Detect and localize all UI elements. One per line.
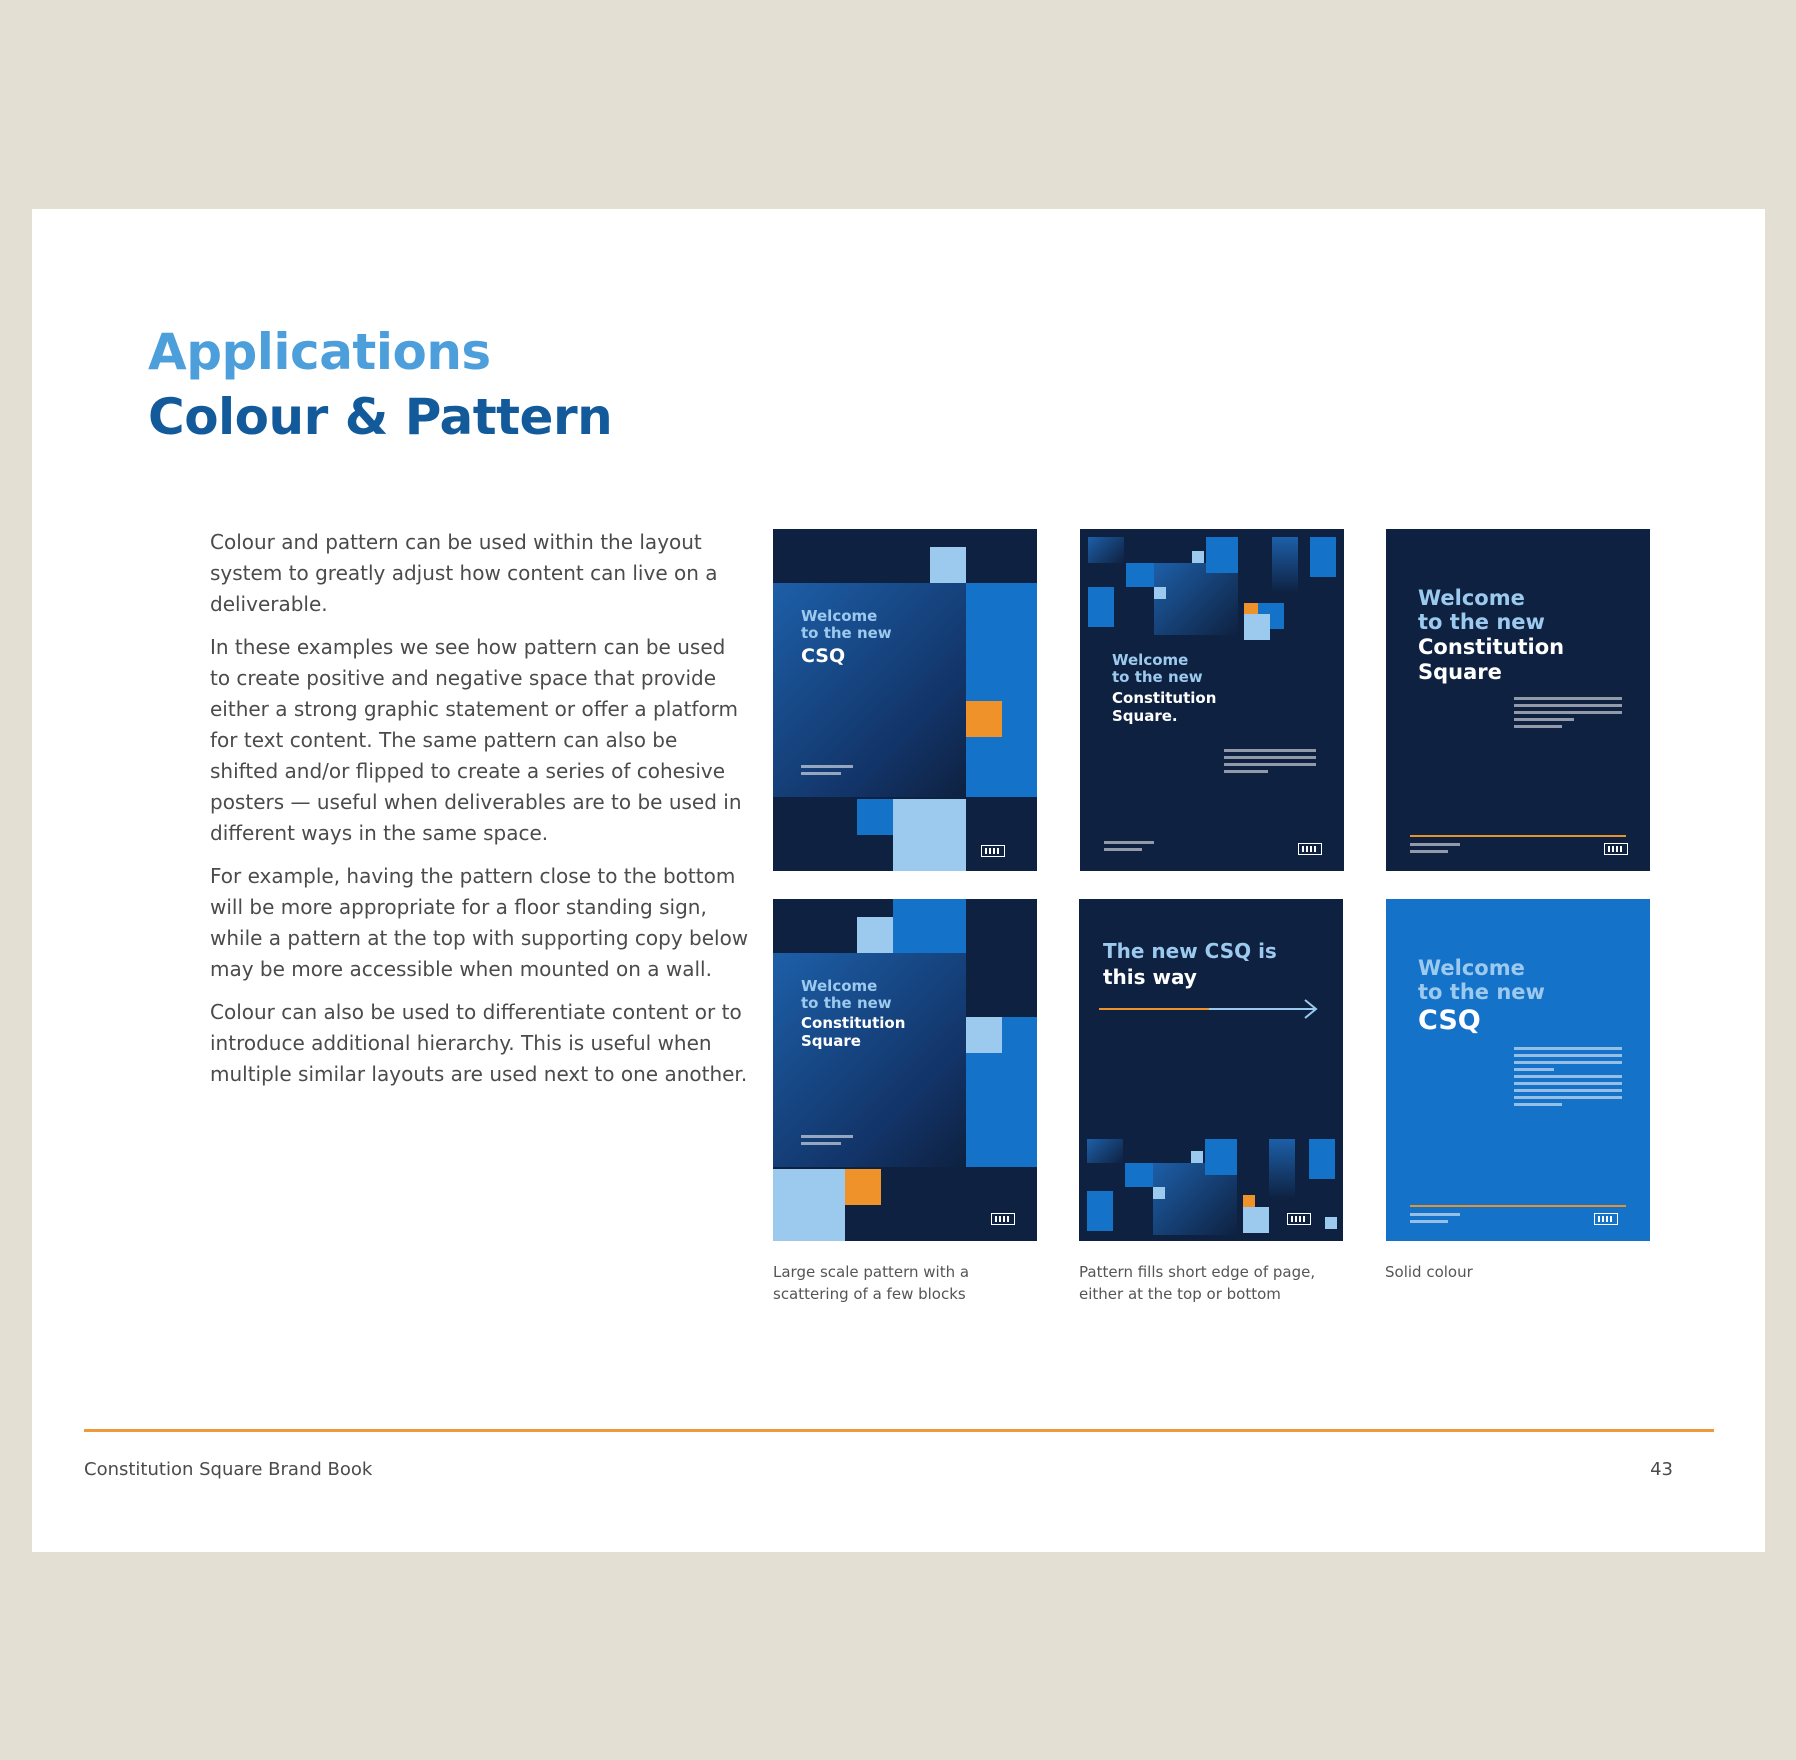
poster-text: Square	[1418, 660, 1502, 684]
poster-text: Constitution	[801, 1014, 906, 1032]
poster-small-copy	[1514, 1047, 1622, 1110]
poster-text: Square	[801, 1032, 861, 1050]
paragraph: For example, having the pattern close to the bottom will be more appropriate for a floor standing sign, while a pattern at the top with supporting copy below may be more accessible when mounted on a wall.	[210, 864, 749, 981]
poster-text: The new CSQ is	[1103, 939, 1277, 963]
arrow-right-icon	[1303, 999, 1319, 1019]
caption: Solid colour	[1385, 1263, 1473, 1281]
pattern-block	[1087, 1191, 1113, 1231]
poster-text: to the new	[1418, 610, 1545, 634]
poster-large-pattern-constitution	[773, 899, 1037, 1241]
section-title: Applications	[148, 323, 491, 381]
pattern-block	[1088, 587, 1114, 627]
pattern-block	[1192, 551, 1204, 563]
poster-small-copy	[1514, 697, 1622, 732]
caption: Large scale pattern with a scattering of a few blocks	[773, 1263, 970, 1303]
pattern-block	[857, 917, 893, 953]
pattern-block	[1269, 1139, 1295, 1199]
pattern-block	[1206, 537, 1238, 573]
csq-logo-icon	[981, 845, 1005, 857]
poster-small-copy	[801, 1135, 853, 1149]
pattern-block	[1088, 537, 1124, 563]
pattern-block	[1243, 1195, 1255, 1207]
body-copy	[210, 527, 750, 1102]
pattern-block	[966, 701, 1002, 737]
pattern-block	[893, 799, 966, 871]
poster-large-pattern-csq	[773, 529, 1037, 871]
poster-text: Welcome	[1112, 651, 1189, 669]
poster-text: CSQ	[1418, 1005, 1481, 1036]
pattern-block	[966, 583, 1037, 797]
pattern-block	[1191, 1151, 1203, 1163]
csq-logo-icon	[991, 1213, 1015, 1225]
pattern-block	[930, 547, 966, 583]
paragraph: Colour and pattern can be used within the layout system to greatly adjust how content can live on a deliverable.	[210, 530, 718, 616]
poster-wayfinding	[1079, 899, 1343, 1241]
paragraph: In these examples we see how pattern can be used to create positive and negative space that provide either a strong graphic statement or offer a platform for text content. The same pattern can also be shifted and/or flipped to create a series of cohesive posters — useful when deliverables are to be used in different ways in the same space.	[210, 635, 742, 845]
poster-small-copy	[801, 765, 853, 779]
pattern-block	[1154, 587, 1166, 599]
paragraph: Colour can also be used to differentiate content or to introduce additional hierarchy. This is useful when multiple similar layouts are used next to one another.	[210, 1000, 748, 1086]
poster-solid-navy	[1386, 529, 1650, 871]
pattern-block	[1325, 1217, 1337, 1229]
poster-text: Square.	[1112, 707, 1178, 725]
poster-text: to the new	[1418, 980, 1545, 1004]
pattern-block	[1244, 614, 1270, 640]
poster-text: Welcome	[801, 977, 878, 995]
csq-logo-icon	[1298, 843, 1322, 855]
orange-rule	[1410, 835, 1626, 837]
pattern-block	[966, 1017, 1002, 1053]
pattern-block	[1309, 1139, 1335, 1179]
pattern-block	[1243, 1207, 1269, 1233]
orange-rule	[1410, 1205, 1626, 1207]
poster-text: CSQ	[801, 645, 846, 667]
poster-top-pattern	[1080, 529, 1344, 871]
poster-text: to the new	[801, 624, 892, 642]
pattern-block	[1087, 1139, 1123, 1163]
brand-book-page	[32, 209, 1765, 1552]
poster-text: Welcome	[1418, 956, 1525, 980]
poster-text: this way	[1103, 965, 1197, 989]
arrow-line	[1099, 1008, 1209, 1010]
caption: Pattern fills short edge of page, either at the top or bottom	[1079, 1263, 1316, 1303]
poster-text: to the new	[801, 994, 892, 1012]
poster-text: Welcome	[1418, 586, 1525, 610]
page-title: Colour & Pattern	[148, 388, 613, 446]
poster-text: Constitution	[1418, 635, 1565, 659]
csq-logo-icon	[1594, 1213, 1618, 1225]
footer-rule	[84, 1429, 1714, 1432]
csq-logo-icon	[1287, 1213, 1311, 1225]
poster-solid-blue	[1386, 899, 1650, 1241]
arrow-line	[1209, 1008, 1315, 1010]
pattern-block	[893, 899, 966, 953]
pattern-block	[1154, 563, 1238, 635]
pattern-block	[845, 1169, 881, 1205]
pattern-block	[773, 1169, 845, 1241]
poster-small-copy	[1410, 843, 1460, 857]
pattern-block	[1153, 1187, 1165, 1199]
page-number: 43	[1650, 1459, 1673, 1480]
csq-logo-icon	[1604, 843, 1628, 855]
pattern-block	[1272, 537, 1298, 593]
poster-text: Welcome	[801, 607, 878, 625]
poster-text: to the new	[1112, 668, 1203, 686]
poster-small-copy	[1410, 1213, 1460, 1227]
poster-small-copy	[1224, 749, 1316, 777]
poster-text: Constitution	[1112, 689, 1217, 707]
pattern-block	[857, 799, 893, 835]
footer-book-title: Constitution Square Brand Book	[84, 1459, 373, 1480]
pattern-block	[1205, 1139, 1237, 1175]
pattern-block	[1310, 537, 1336, 577]
poster-small-copy	[1104, 841, 1154, 855]
